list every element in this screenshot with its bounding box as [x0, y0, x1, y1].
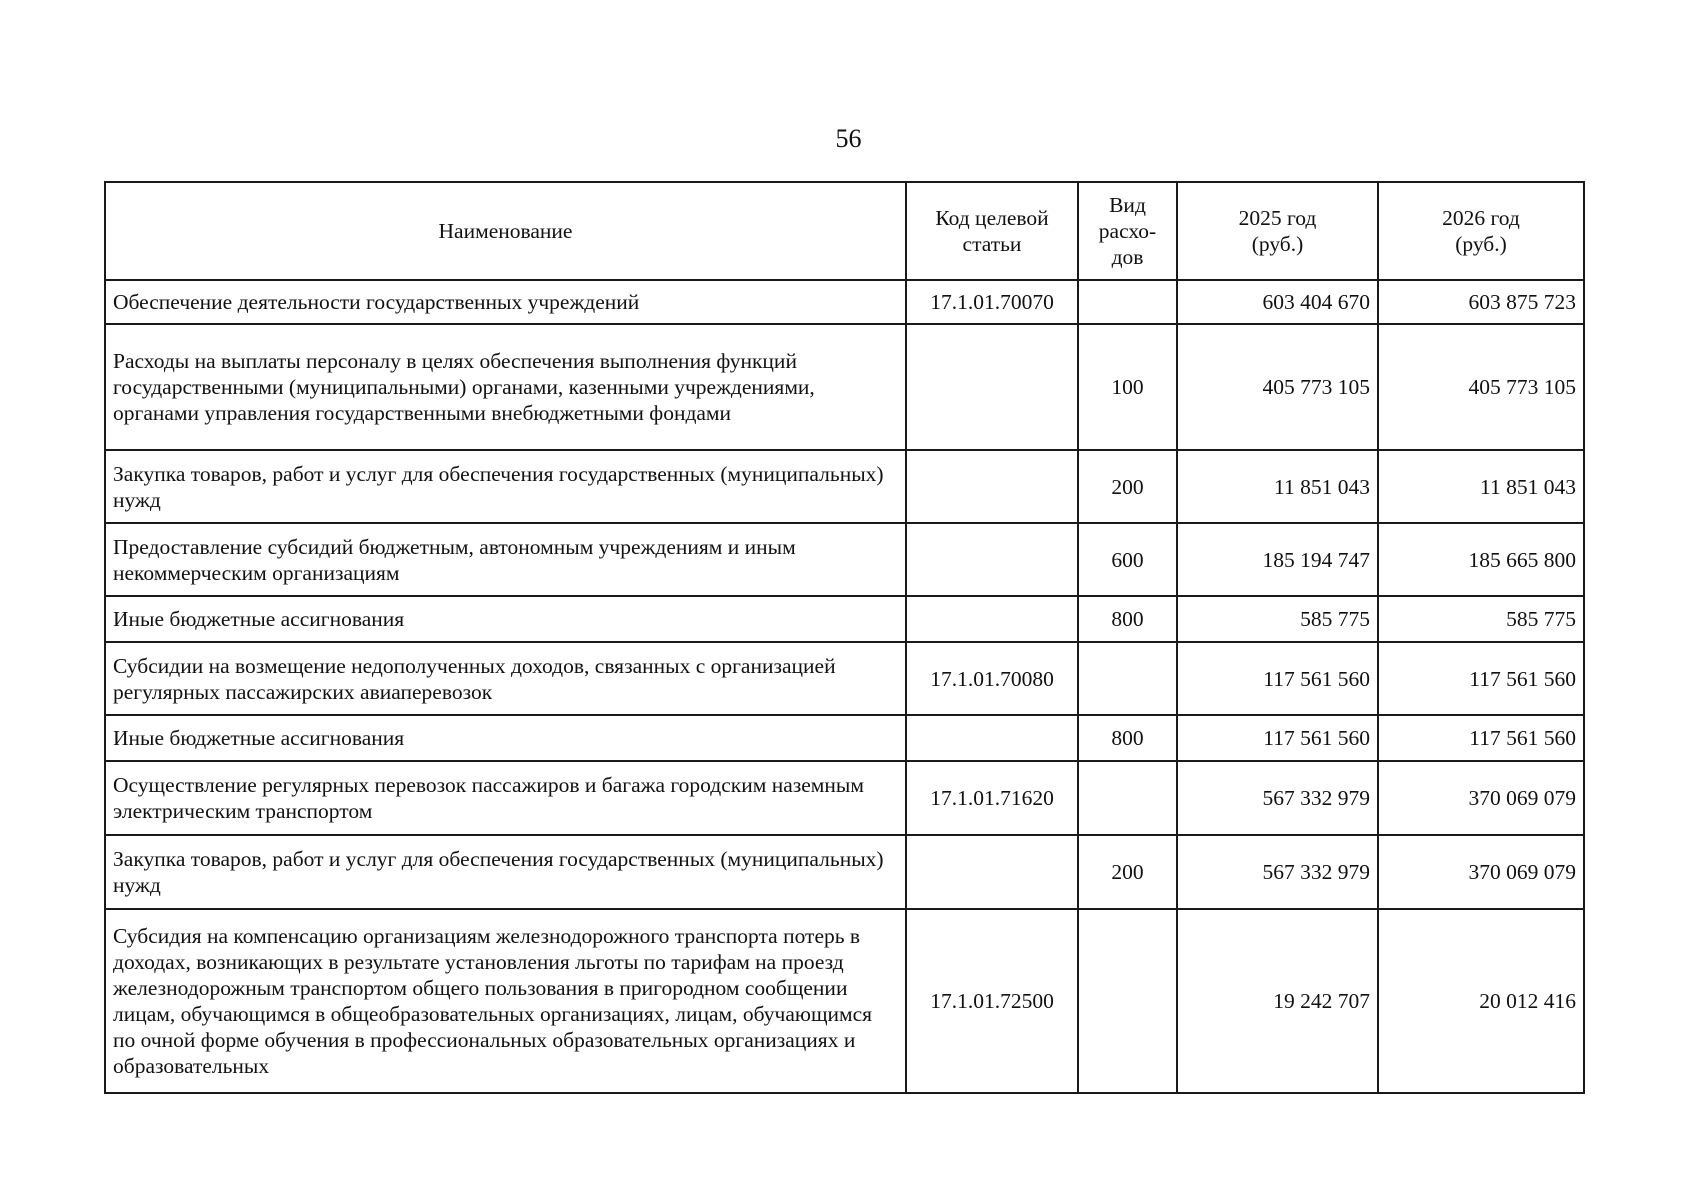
- row-expense-kind: [1078, 909, 1177, 1093]
- budget-table: [104, 181, 1585, 1094]
- row-expense-kind: 100: [1078, 324, 1177, 450]
- row-amount-2026: 370 069 079: [1378, 761, 1584, 835]
- row-expense-kind: [1078, 280, 1177, 324]
- row-amount-2025: 11 851 043: [1177, 450, 1378, 523]
- row-expense-kind: 200: [1078, 835, 1177, 909]
- row-amount-2025: 567 332 979: [1177, 761, 1378, 835]
- row-expense-kind: 800: [1078, 715, 1177, 761]
- row-amount-2025: 567 332 979: [1177, 835, 1378, 909]
- table-row: [105, 324, 1584, 450]
- row-target-code: [906, 835, 1078, 909]
- row-expense-kind: 200: [1078, 450, 1177, 523]
- row-expense-kind: [1078, 642, 1177, 715]
- header-name: Наименование: [105, 182, 906, 280]
- row-expense-kind: 800: [1078, 596, 1177, 642]
- row-expense-kind: 600: [1078, 523, 1177, 596]
- table-row: [105, 715, 1584, 761]
- header-year-2025: 2025 год (руб.): [1177, 182, 1378, 280]
- table-row: [105, 450, 1584, 523]
- row-amount-2025: 185 194 747: [1177, 523, 1378, 596]
- row-target-code: [906, 450, 1078, 523]
- row-amount-2025: 117 561 560: [1177, 642, 1378, 715]
- page-number: 56: [835, 124, 862, 153]
- row-name: Иные бюджетные ассигнования: [105, 596, 906, 642]
- row-amount-2026: 117 561 560: [1378, 642, 1584, 715]
- row-amount-2026: 603 875 723: [1378, 280, 1584, 324]
- row-amount-2026: 20 012 416: [1378, 909, 1584, 1093]
- row-name: Субсидии на возмещение недополученных доходов, связанных с организацией регулярных пассажирских авиаперевозок: [105, 642, 906, 715]
- row-amount-2026: 585 775: [1378, 596, 1584, 642]
- table-header-row: [105, 182, 1584, 280]
- table-row: [105, 642, 1584, 715]
- row-target-code: [906, 523, 1078, 596]
- header-year-2026: 2026 год (руб.): [1378, 182, 1584, 280]
- row-amount-2025: 603 404 670: [1177, 280, 1378, 324]
- row-name: Осуществление регулярных перевозок пассажиров и багажа городским наземным электрическим транспортом: [105, 761, 906, 835]
- row-target-code: [906, 324, 1078, 450]
- table-row: [105, 761, 1584, 835]
- row-name: Иные бюджетные ассигнования: [105, 715, 906, 761]
- header-target-code: Код целевой статьи: [906, 182, 1078, 280]
- table-row: [105, 523, 1584, 596]
- row-amount-2025: 117 561 560: [1177, 715, 1378, 761]
- row-target-code: 17.1.01.70070: [906, 280, 1078, 324]
- row-target-code: [906, 596, 1078, 642]
- row-name: Закупка товаров, работ и услуг для обеспечения государственных (муниципальных) нужд: [105, 450, 906, 523]
- table-row: [105, 835, 1584, 909]
- row-name: Расходы на выплаты персоналу в целях обеспечения выполнения функций государственными (муниципальными) органами, казенными учреждениями, органами управления государственными внебюджетными фондами: [105, 324, 906, 450]
- row-amount-2025: 405 773 105: [1177, 324, 1378, 450]
- row-amount-2026: 11 851 043: [1378, 450, 1584, 523]
- row-amount-2026: 370 069 079: [1378, 835, 1584, 909]
- row-name: Субсидия на компенсацию организациям железнодорожного транспорта потерь в доходах, возникающих в результате установления льготы по тарифам на проезд железнодорожным транспортом общего пользования в пригородном сообщении лицам, обучающимся в общеобразовательных организациях, лицам, обучающимся по очной форме обучения в профессиональных образовательных организациях и образовательных: [105, 909, 906, 1093]
- row-amount-2025: 19 242 707: [1177, 909, 1378, 1093]
- table-row: [105, 909, 1584, 1093]
- row-amount-2025: 585 775: [1177, 596, 1378, 642]
- row-target-code: 17.1.01.70080: [906, 642, 1078, 715]
- row-name: Предоставление субсидий бюджетным, автономным учреждениям и иным некоммерческим организациям: [105, 523, 906, 596]
- table-row: [105, 596, 1584, 642]
- header-expense-kind: Вид расхо- дов: [1078, 182, 1177, 280]
- row-amount-2026: 117 561 560: [1378, 715, 1584, 761]
- row-amount-2026: 405 773 105: [1378, 324, 1584, 450]
- row-target-code: 17.1.01.72500: [906, 909, 1078, 1093]
- table-row: [105, 280, 1584, 324]
- row-target-code: [906, 715, 1078, 761]
- row-name: Закупка товаров, работ и услуг для обеспечения государственных (муниципальных) нужд: [105, 835, 906, 909]
- row-target-code: 17.1.01.71620: [906, 761, 1078, 835]
- row-amount-2026: 185 665 800: [1378, 523, 1584, 596]
- row-name: Обеспечение деятельности государственных учреждений: [105, 280, 906, 324]
- row-expense-kind: [1078, 761, 1177, 835]
